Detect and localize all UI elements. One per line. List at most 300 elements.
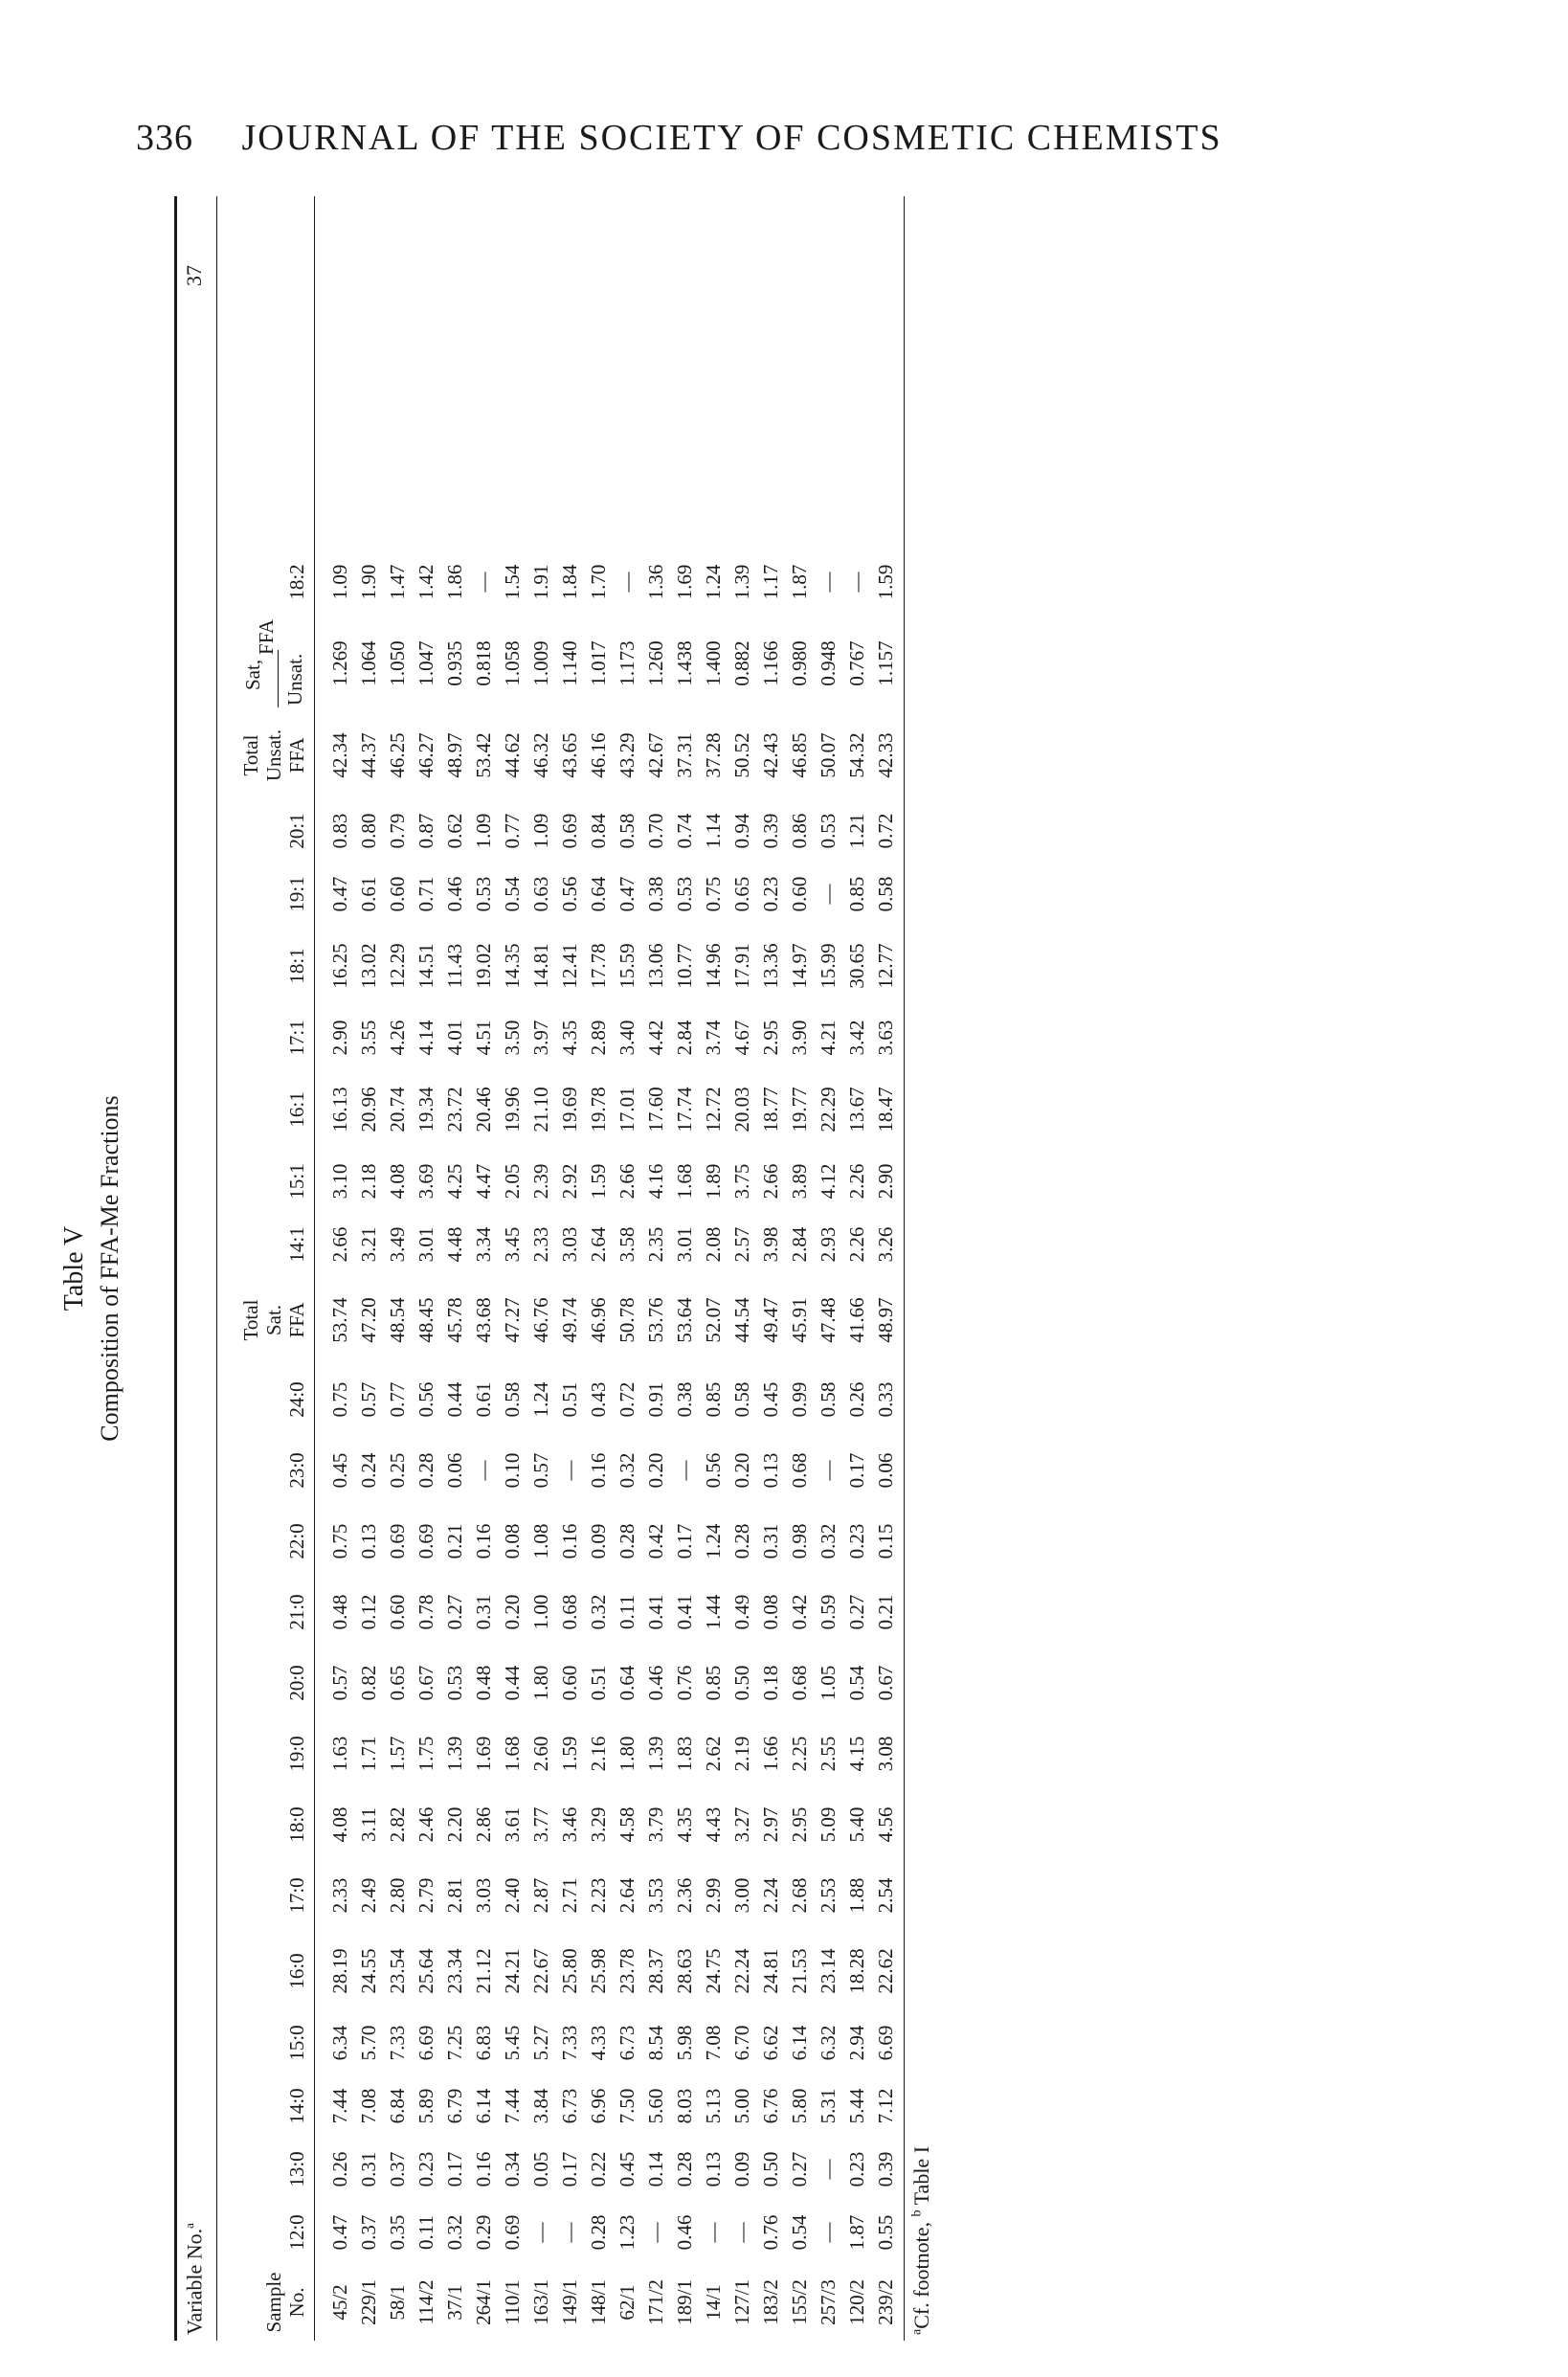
table-cell: 3.46 bbox=[558, 1806, 581, 1843]
table-cell: 3.45 bbox=[501, 1226, 524, 1263]
table-cell: 2.64 bbox=[587, 1226, 610, 1263]
table-cell: 0.74 bbox=[673, 813, 696, 849]
header-c21-0-line-1: 21:0 bbox=[285, 1594, 308, 1630]
table-cell: 16.13 bbox=[328, 1087, 351, 1132]
table-cell: 0.45 bbox=[616, 2151, 638, 2187]
table-cell: — bbox=[472, 572, 495, 593]
page-number: 336 bbox=[136, 118, 193, 158]
table-cell: 2.49 bbox=[357, 1877, 380, 1914]
table-cell: 20.46 bbox=[472, 1087, 495, 1132]
header-c20-1-line-1: 20:1 bbox=[285, 813, 308, 849]
table-cell: 1.009 bbox=[529, 640, 552, 686]
table-cell: 0.17 bbox=[845, 1452, 868, 1489]
table-cell: 0.28 bbox=[616, 1523, 638, 1559]
header-sample-line-2: No. bbox=[285, 2287, 308, 2318]
column-c14-1 bbox=[174, 1213, 902, 1276]
table-cell: 1.09 bbox=[472, 813, 495, 849]
table-cell: 1.058 bbox=[501, 640, 524, 686]
column-c16-1 bbox=[174, 1069, 902, 1150]
table-cell: 0.882 bbox=[730, 640, 753, 686]
table-cell: — bbox=[730, 2222, 753, 2243]
table-cell: 25.64 bbox=[414, 1948, 437, 1994]
table-cell: 3.75 bbox=[730, 1163, 753, 1200]
table-cell: 0.72 bbox=[874, 813, 897, 849]
table-cell: 1.47 bbox=[386, 564, 409, 600]
table-cell: 2.90 bbox=[874, 1163, 897, 1200]
sample-number-cell: 58/1 bbox=[386, 2284, 409, 2321]
table-cell: 6.73 bbox=[558, 2088, 581, 2124]
table-cell: 0.85 bbox=[702, 1381, 725, 1418]
table-cell: 5.98 bbox=[673, 2025, 696, 2061]
header-c17-0-line-1: 17:0 bbox=[285, 1877, 308, 1914]
sample-number-cell: 110/1 bbox=[501, 2279, 524, 2325]
table-cell: 0.59 bbox=[817, 1594, 840, 1630]
sample-number-cell: 239/2 bbox=[874, 2279, 897, 2325]
table-cell: 53.64 bbox=[673, 1297, 696, 1343]
table-cell: 7.08 bbox=[357, 2088, 380, 2124]
table-cell: 0.33 bbox=[874, 1381, 897, 1418]
table-cell: 22.24 bbox=[730, 1948, 753, 1994]
sample-number-cell: 45/2 bbox=[328, 2284, 351, 2321]
table-cell: 1.39 bbox=[644, 1736, 667, 1772]
header-c22-0-line-1: 22:0 bbox=[285, 1523, 308, 1559]
table-cell: 2.79 bbox=[414, 1877, 437, 1914]
table-cell: 0.69 bbox=[414, 1523, 437, 1559]
table-cell: 0.54 bbox=[845, 1665, 868, 1701]
table-cell: 0.13 bbox=[357, 1523, 380, 1559]
table-cell: 1.36 bbox=[644, 564, 667, 600]
table-cell: 0.48 bbox=[328, 1594, 351, 1630]
table-cell: 1.63 bbox=[328, 1736, 351, 1772]
table-cell: 37.31 bbox=[673, 732, 696, 778]
table-cell: 43.68 bbox=[472, 1297, 495, 1343]
table-cell: 0.49 bbox=[730, 1594, 753, 1630]
table-cell: 18.77 bbox=[759, 1087, 782, 1132]
table-cell: 0.61 bbox=[472, 1381, 495, 1418]
table-cell: 0.24 bbox=[357, 1452, 380, 1489]
table-cell: 2.81 bbox=[443, 1877, 466, 1914]
table-cell: 0.63 bbox=[529, 876, 552, 912]
table-cell: 47.27 bbox=[501, 1297, 524, 1343]
table-cell: 41.66 bbox=[845, 1297, 868, 1343]
table-cell: 48.97 bbox=[443, 732, 466, 778]
table-cell: 3.40 bbox=[616, 1020, 638, 1056]
table-cell: 0.44 bbox=[443, 1381, 466, 1418]
table-cell: 50.78 bbox=[616, 1297, 638, 1343]
table-title: Table V bbox=[59, 1225, 89, 1312]
table-cell: 1.23 bbox=[616, 2214, 638, 2251]
table-cell: 3.00 bbox=[730, 1877, 753, 1914]
table-cell: 2.99 bbox=[702, 1877, 725, 1914]
table-cell: 14.51 bbox=[414, 943, 437, 989]
table-cell: 0.83 bbox=[328, 813, 351, 849]
table-cell: 0.13 bbox=[759, 1452, 782, 1489]
table-cell: 2.39 bbox=[529, 1163, 552, 1200]
sample-number-cell: 171/2 bbox=[644, 2279, 667, 2325]
header-c18-1-line-1: 18:1 bbox=[285, 948, 308, 984]
table-cell: 7.12 bbox=[874, 2088, 897, 2124]
table-cell: — bbox=[817, 2222, 840, 2243]
table-cell: 0.99 bbox=[788, 1381, 811, 1418]
table-cell: 2.71 bbox=[558, 1877, 581, 1914]
table-cell: 19.78 bbox=[587, 1087, 610, 1132]
table-cell: 2.62 bbox=[702, 1736, 725, 1772]
table-cell: 0.18 bbox=[759, 1665, 782, 1701]
table-cell: 0.56 bbox=[702, 1452, 725, 1489]
table-cell: 0.818 bbox=[472, 640, 495, 686]
table-cell: 0.58 bbox=[874, 876, 897, 912]
table-cell: 2.53 bbox=[817, 1877, 840, 1914]
table-cell: 5.70 bbox=[357, 2025, 380, 2061]
table-cell: 1.68 bbox=[501, 1736, 524, 1772]
table-cell: 30.65 bbox=[845, 943, 868, 989]
table-cell: 19.69 bbox=[558, 1087, 581, 1132]
table-cell: 0.16 bbox=[472, 2151, 495, 2187]
table-cell: 3.90 bbox=[788, 1020, 811, 1056]
table-cell: 12.77 bbox=[874, 943, 897, 989]
table-cell: 2.33 bbox=[328, 1877, 351, 1914]
table-cell: 0.23 bbox=[759, 876, 782, 912]
table-cell: 0.76 bbox=[759, 2214, 782, 2251]
table-cell: 4.08 bbox=[386, 1163, 409, 1200]
table-cell: 1.83 bbox=[673, 1736, 696, 1772]
table-cell: 0.23 bbox=[845, 1523, 868, 1559]
table-cell: 4.47 bbox=[472, 1163, 495, 1200]
table-cell: 37.28 bbox=[702, 732, 725, 778]
column-c24-0 bbox=[174, 1364, 902, 1435]
table-cell: 4.14 bbox=[414, 1020, 437, 1056]
sample-number-cell: 14/1 bbox=[702, 2284, 725, 2321]
table-cell: 1.14 bbox=[702, 813, 725, 849]
table-cell: 3.97 bbox=[529, 1020, 552, 1056]
table-cell: 18.47 bbox=[874, 1087, 897, 1132]
table-cell: 1.57 bbox=[386, 1736, 409, 1772]
table-cell: 1.80 bbox=[529, 1665, 552, 1701]
table-cell: 1.438 bbox=[673, 640, 696, 686]
table-cell: 0.26 bbox=[328, 2151, 351, 2187]
body-bottom-rule bbox=[904, 196, 905, 2341]
table-cell: 54.32 bbox=[845, 732, 868, 778]
header-c12-0-line-1: 12:0 bbox=[285, 2214, 308, 2251]
header-c13-0-line-1: 13:0 bbox=[285, 2151, 308, 2187]
table-cell: 1.269 bbox=[328, 640, 351, 686]
table-cell: 10.77 bbox=[673, 943, 696, 989]
table-cell: 17.91 bbox=[730, 943, 753, 989]
table-cell: 1.17 bbox=[759, 564, 782, 600]
header-sample-line-1: Sample bbox=[262, 2272, 285, 2333]
table-cell: 3.34 bbox=[472, 1226, 495, 1263]
table-cell: 0.57 bbox=[328, 1665, 351, 1701]
table-cell: 23.72 bbox=[443, 1087, 466, 1132]
table-cell: 44.62 bbox=[501, 732, 524, 778]
table-cell: 11.43 bbox=[443, 943, 466, 989]
table-cell: 6.62 bbox=[759, 2025, 782, 2061]
table-cell: 0.53 bbox=[817, 813, 840, 849]
column-c17-1 bbox=[174, 1006, 902, 1069]
table-cell: 0.32 bbox=[587, 1594, 610, 1630]
table-cell: 6.73 bbox=[616, 2025, 638, 2061]
table-cell: 0.32 bbox=[443, 2214, 466, 2251]
column-c20-1 bbox=[174, 799, 902, 863]
table-cell: 2.66 bbox=[759, 1163, 782, 1200]
table-cell: 0.79 bbox=[386, 813, 409, 849]
table-cell: 0.58 bbox=[501, 1381, 524, 1418]
table-cell: 0.77 bbox=[501, 813, 524, 849]
table-cell: 7.08 bbox=[702, 2025, 725, 2061]
table-cell: 1.54 bbox=[501, 564, 524, 600]
table-cell: 0.14 bbox=[644, 2151, 667, 2187]
table-cell: 3.49 bbox=[386, 1226, 409, 1263]
table-cell: 5.45 bbox=[501, 2025, 524, 2061]
table-cell: 19.02 bbox=[472, 943, 495, 989]
table-cell: 6.69 bbox=[874, 2025, 897, 2061]
table-cell: 0.25 bbox=[386, 1452, 409, 1489]
table-cell: 22.62 bbox=[874, 1948, 897, 1994]
table-cell: 46.85 bbox=[788, 732, 811, 778]
table-cell: 0.10 bbox=[501, 1452, 524, 1489]
sample-number-cell: 62/1 bbox=[616, 2284, 638, 2321]
table-cell: 13.36 bbox=[759, 943, 782, 989]
table-cell: 13.67 bbox=[845, 1087, 868, 1132]
table-cell: 6.32 bbox=[817, 2025, 840, 2061]
table-cell: 1.75 bbox=[414, 1736, 437, 1772]
table-cell: 3.42 bbox=[845, 1020, 868, 1056]
table-cell: 3.79 bbox=[644, 1806, 667, 1843]
table-cell: 15.99 bbox=[817, 943, 840, 989]
table-cell: 1.69 bbox=[472, 1736, 495, 1772]
table-cell: 3.74 bbox=[702, 1020, 725, 1056]
table-cell: 0.80 bbox=[357, 813, 380, 849]
table-cell: 1.064 bbox=[357, 640, 380, 686]
table-cell: 0.20 bbox=[730, 1452, 753, 1489]
table-subtitle: Composition of FFA-Me Fractions bbox=[96, 1095, 123, 1442]
table-cell: 4.43 bbox=[702, 1806, 725, 1843]
sample-number-cell: 183/2 bbox=[759, 2279, 782, 2325]
table-cell: 1.59 bbox=[874, 564, 897, 600]
table-cell: 4.42 bbox=[644, 1020, 667, 1056]
table-cell: 22.29 bbox=[817, 1087, 840, 1132]
column-c15-0 bbox=[174, 2011, 902, 2074]
table-cell: 2.84 bbox=[673, 1020, 696, 1056]
table-cell: 3.08 bbox=[874, 1736, 897, 1772]
table-cell: 0.37 bbox=[386, 2151, 409, 2187]
table-cell: 0.45 bbox=[759, 1381, 782, 1418]
table-cell: 25.80 bbox=[558, 1948, 581, 1994]
header-total-sat-line-1: Total bbox=[239, 1299, 262, 1341]
sample-number-cell: 163/1 bbox=[529, 2279, 552, 2325]
table-cell: 23.78 bbox=[616, 1948, 638, 1994]
table-cell: 0.27 bbox=[443, 1594, 466, 1630]
table-cell: 6.83 bbox=[472, 2025, 495, 2061]
table-cell: 0.68 bbox=[558, 1594, 581, 1630]
table-cell: 7.33 bbox=[558, 2025, 581, 2061]
table-cell: 2.24 bbox=[759, 1877, 782, 1914]
table-cell: 0.75 bbox=[328, 1381, 351, 1418]
column-c17-0 bbox=[174, 1860, 902, 1931]
table-cell: 4.25 bbox=[443, 1163, 466, 1200]
table-cell: 0.55 bbox=[874, 2214, 897, 2251]
table-cell: 2.08 bbox=[702, 1226, 725, 1263]
table-cell: 4.51 bbox=[472, 1020, 495, 1056]
table-cell: 2.35 bbox=[644, 1226, 667, 1263]
table-cell: 23.34 bbox=[443, 1948, 466, 1994]
table-cell: 28.37 bbox=[644, 1948, 667, 1994]
table-cell: 0.77 bbox=[386, 1381, 409, 1418]
table-cell: 0.60 bbox=[788, 876, 811, 912]
table-cell: 1.140 bbox=[558, 640, 581, 686]
table-cell: 0.27 bbox=[788, 2151, 811, 2187]
table-cell: 8.54 bbox=[644, 2025, 667, 2061]
table-cell: 13.06 bbox=[644, 943, 667, 989]
table-cell: 2.90 bbox=[328, 1020, 351, 1056]
table-cell: 21.10 bbox=[529, 1087, 552, 1132]
table-cell: 4.16 bbox=[644, 1163, 667, 1200]
ratio-fraction-bar bbox=[278, 650, 279, 707]
table-cell: 48.54 bbox=[386, 1297, 409, 1343]
sample-number-cell: 189/1 bbox=[673, 2279, 696, 2325]
table-cell: 24.21 bbox=[501, 1948, 524, 1994]
table-cell: 49.74 bbox=[558, 1297, 581, 1343]
table-cell: 0.26 bbox=[845, 1381, 868, 1418]
table-cell: 24.75 bbox=[702, 1948, 725, 1994]
table-cell: 43.29 bbox=[616, 732, 638, 778]
table-cell: 2.55 bbox=[817, 1736, 840, 1772]
table-cell: 5.27 bbox=[529, 2025, 552, 2061]
table-cell: 3.63 bbox=[874, 1020, 897, 1056]
table-cell: 1.050 bbox=[386, 640, 409, 686]
table-cell: 2.46 bbox=[414, 1806, 437, 1843]
table-cell: 46.27 bbox=[414, 732, 437, 778]
table-cell: 0.34 bbox=[501, 2151, 524, 2187]
header-total-unsat-line-2: Unsat. bbox=[262, 729, 285, 782]
table-cell: 3.26 bbox=[874, 1226, 897, 1263]
table-cell: 0.67 bbox=[874, 1665, 897, 1701]
table-cell: 0.08 bbox=[759, 1594, 782, 1630]
table-cell: 0.37 bbox=[357, 2214, 380, 2251]
table-cell: 4.01 bbox=[443, 1020, 466, 1056]
table-cell: 0.28 bbox=[587, 2214, 610, 2251]
sample-number-cell: 120/2 bbox=[845, 2279, 868, 2325]
table-cell: 2.66 bbox=[616, 1163, 638, 1200]
table-cell: 0.16 bbox=[587, 1452, 610, 1489]
sample-number-cell: 37/1 bbox=[443, 2284, 466, 2321]
table-cell: 1.260 bbox=[644, 640, 667, 686]
table-cell: 19.34 bbox=[414, 1087, 437, 1132]
table-cell: 0.29 bbox=[472, 2214, 495, 2251]
table-cell: 5.80 bbox=[788, 2088, 811, 2124]
table-cell: 1.59 bbox=[587, 1163, 610, 1200]
table-cell: 2.40 bbox=[501, 1877, 524, 1914]
table-cell: 6.34 bbox=[328, 2025, 351, 2061]
table-cell: 0.12 bbox=[357, 1594, 380, 1630]
column-ratio bbox=[174, 616, 902, 711]
table-cell: 0.28 bbox=[730, 1523, 753, 1559]
table-cell: 14.96 bbox=[702, 943, 725, 989]
table-cell: 0.41 bbox=[644, 1594, 667, 1630]
table-cell: 0.22 bbox=[587, 2151, 610, 2187]
table-cell: 2.94 bbox=[845, 2025, 868, 2061]
table-cell: 48.97 bbox=[874, 1297, 897, 1343]
table-cell: 1.88 bbox=[845, 1877, 868, 1914]
sample-number-cell: 229/1 bbox=[357, 2279, 380, 2325]
table-cell: 6.14 bbox=[472, 2088, 495, 2124]
table-cell: 2.26 bbox=[845, 1163, 868, 1200]
table-cell: — bbox=[702, 2222, 725, 2243]
table-cell: 15.59 bbox=[616, 943, 638, 989]
table-cell: 0.57 bbox=[529, 1452, 552, 1489]
table-cell: 20.03 bbox=[730, 1087, 753, 1132]
table-cell: 23.54 bbox=[386, 1948, 409, 1994]
table-cell: 46.96 bbox=[587, 1297, 610, 1343]
table-cell: 1.66 bbox=[759, 1736, 782, 1772]
table-cell: 4.12 bbox=[817, 1163, 840, 1200]
table-cell: 0.85 bbox=[702, 1665, 725, 1701]
sample-number-cell: 114/2 bbox=[414, 2279, 437, 2325]
table-cell: 0.78 bbox=[414, 1594, 437, 1630]
table-cell: 3.01 bbox=[414, 1226, 437, 1263]
table-cell: 0.53 bbox=[443, 1665, 466, 1701]
table-cell: 0.09 bbox=[587, 1523, 610, 1559]
table-cell: 2.36 bbox=[673, 1877, 696, 1914]
table-cell: 2.20 bbox=[443, 1806, 466, 1843]
table-cell: 2.54 bbox=[874, 1877, 897, 1914]
table-cell: 2.80 bbox=[386, 1877, 409, 1914]
table-cell: 1.00 bbox=[529, 1594, 552, 1630]
table-cell: 0.69 bbox=[558, 813, 581, 849]
header-c19-0-line-1: 19:0 bbox=[285, 1736, 308, 1772]
page-header bbox=[136, 117, 1222, 159]
table-cell: 3.77 bbox=[529, 1806, 552, 1843]
table-cell: 0.46 bbox=[644, 1665, 667, 1701]
header-c15-0-line-1: 15:0 bbox=[285, 2025, 308, 2061]
table-cell: 7.25 bbox=[443, 2025, 466, 2061]
column-c12-0 bbox=[174, 2201, 902, 2264]
table-cell: 7.50 bbox=[616, 2088, 638, 2124]
table-cell: 48.45 bbox=[414, 1297, 437, 1343]
table-cell: 0.85 bbox=[845, 876, 868, 912]
column-c15-1 bbox=[174, 1150, 902, 1213]
header-c20-0-line-1: 20:0 bbox=[285, 1665, 308, 1701]
table-cell: 0.75 bbox=[702, 876, 725, 912]
table-cell: 6.96 bbox=[587, 2088, 610, 2124]
table-cell: 0.56 bbox=[558, 876, 581, 912]
column-c13-0 bbox=[174, 2138, 902, 2201]
table-cell: 0.17 bbox=[673, 1523, 696, 1559]
table-cell: 1.84 bbox=[558, 564, 581, 600]
table-cell: 4.67 bbox=[730, 1020, 753, 1056]
column-c14-0 bbox=[174, 2074, 902, 2138]
table-cell: 0.53 bbox=[673, 876, 696, 912]
header-c24-0-line-1: 24:0 bbox=[285, 1381, 308, 1418]
table-cell: 2.84 bbox=[788, 1226, 811, 1263]
table-cell: 49.47 bbox=[759, 1297, 782, 1343]
table-cell: 24.55 bbox=[357, 1948, 380, 1994]
table-cell: 1.80 bbox=[616, 1736, 638, 1772]
table-cell: 0.61 bbox=[357, 876, 380, 912]
header-total-sat-line-2: Sat. bbox=[262, 1304, 285, 1336]
table-cell: 0.64 bbox=[616, 1665, 638, 1701]
table-cell: 7.44 bbox=[501, 2088, 524, 2124]
table-cell: 7.33 bbox=[386, 2025, 409, 2061]
table-cell: 21.53 bbox=[788, 1948, 811, 1994]
table-cell: 4.58 bbox=[616, 1806, 638, 1843]
table-cell: 4.26 bbox=[386, 1020, 409, 1056]
table-cell: 17.60 bbox=[644, 1087, 667, 1132]
table-cell: 1.400 bbox=[702, 640, 725, 686]
table-cell: 0.56 bbox=[414, 1381, 437, 1418]
ratio-denominator: Unsat. bbox=[283, 653, 306, 706]
table-cell: 1.39 bbox=[730, 564, 753, 600]
